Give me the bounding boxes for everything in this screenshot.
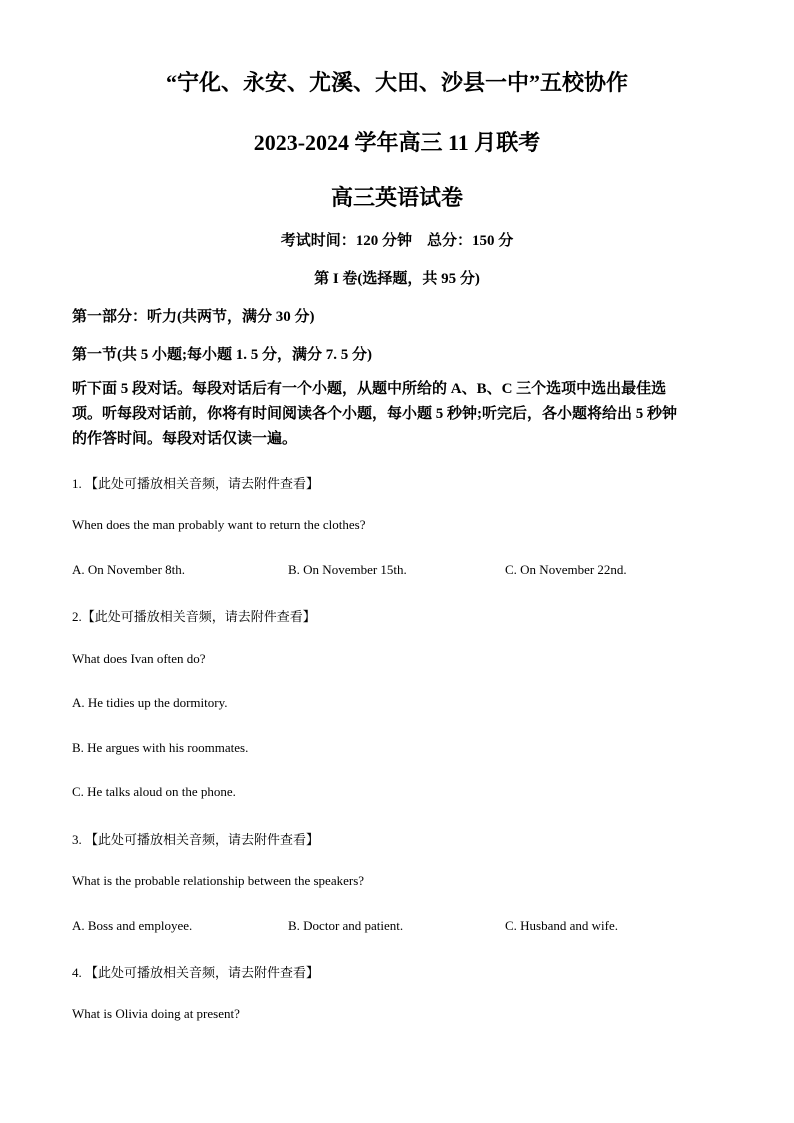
question-2-option-c: C. He talks aloud on the phone.	[72, 784, 236, 799]
exam-info: 考试时间：120 分钟 总分：150 分	[280, 233, 514, 249]
instruction-line: 的作答时间。每段对话仅读一遍。	[72, 431, 298, 447]
question-2-option-a: A. He tidies up the dormitory.	[72, 695, 228, 710]
school-title: “宁化、永安、尤溪、大田、沙县一中”五校协作	[165, 70, 628, 95]
exam-title: 2023-2024 学年高三 11 月联考	[253, 130, 541, 155]
question-1-option-c: C. On November 22nd.	[505, 562, 627, 577]
instruction-line: 听下面 5 段对话。每段对话后有一个小题，从题中所给的 A、B、C 三个选项中选出最佳选	[72, 381, 667, 397]
question-1-option-a: A. On November 8th.	[72, 562, 186, 577]
question-2-stem: What does Ivan often do?	[72, 651, 206, 666]
question-1-stem: When does the man probably want to return the clothes?	[72, 517, 366, 532]
question-1-option-b: B. On November 15th.	[288, 562, 407, 577]
question-4-header: 4. 【此处可播放相关音频，请去附件查看】	[72, 965, 320, 980]
question-3-option-c: C. Husband and wife.	[505, 918, 619, 933]
volume-heading: 第 I 卷(选择题，共 95 分)	[314, 271, 480, 287]
part-heading: 第一部分：听力(共两节，满分 30 分)	[72, 309, 315, 325]
question-2-header: 2.【此处可播放相关音频，请去附件查看】	[72, 609, 316, 624]
subject-title: 高三英语试卷	[330, 185, 463, 210]
question-3-option-b: B. Doctor and patient.	[288, 918, 404, 933]
question-3-header: 3. 【此处可播放相关音频，请去附件查看】	[72, 832, 320, 847]
question-1-header: 1. 【此处可播放相关音频，请去附件查看】	[72, 476, 320, 491]
question-4-stem: What is Olivia doing at present?	[72, 1006, 240, 1021]
question-2-option-b: B. He argues with his roommates.	[72, 740, 249, 755]
question-3-option-a: A. Boss and employee.	[72, 918, 193, 933]
instruction-line: 项。听每段对话前，你将有时间阅读各个小题，每小题 5 秒钟;听完后，各小题将给出 5 秒钟	[72, 406, 677, 422]
instructions	[72, 377, 724, 452]
subsection-heading: 第一节(共 5 小题;每小题 1. 5 分，满分 7. 5 分)	[72, 347, 372, 363]
question-3-stem: What is the probable relationship between the speakers?	[72, 873, 365, 888]
